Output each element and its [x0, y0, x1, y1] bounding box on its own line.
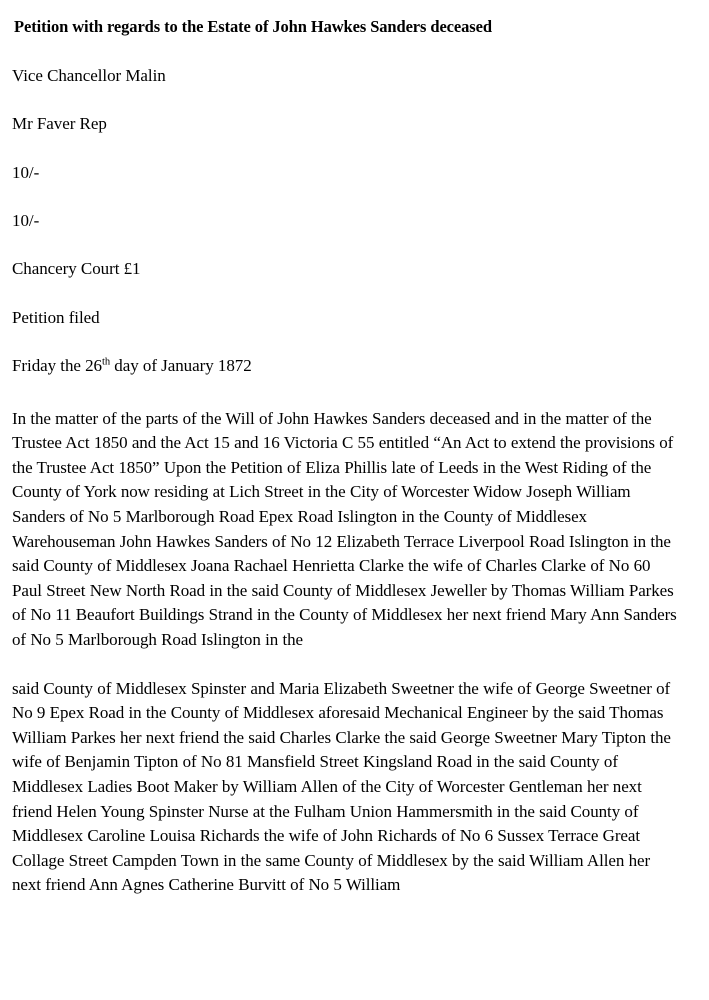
date-prefix: Friday the 26 [12, 356, 103, 376]
page-title: Petition with regards to the Estate of John Hawkes Sanders deceased [14, 17, 492, 36]
date-suffix: day of January 1872 [110, 356, 252, 376]
body-paragraph-1: In the matter of the parts of the Will of John Hawkes Sanders deceased and in the matter of the Trustee Act 1850 and the Act 15 and 16 Victoria C 55 entitled “An Act to extend the provisions of the Trustee Act 1850” Upon the Petition of Eliza Phillis late of Leeds in the West Riding of the County of York now residing at Lich Street in the City of Worcester Widow Joseph William Sanders of No 5 Marlborough Road Epex Road Islington in the County of Middlesex Warehouseman John Hawkes Sanders of No 12 Elizabeth Terrace Liverpool Road Islington in the said County of Middlesex Joana Rachael Henrietta Clarke the wife of Charles Clarke of No 60 Paul Street New North Road in the said County of Middlesex Jeweller by Thomas William Parkes of No 11 Beaufort Buildings Strand in the County of Middlesex her next friend Mary Ann Sanders of No 5 Marlborough Road Islington in the [12, 408, 677, 649]
meta-line-fee-first: 10/- [12, 162, 40, 182]
meta-line-date [12, 328, 679, 376]
meta-line-vice-chancellor: Vice Chancellor Malin [12, 65, 166, 85]
body-paragraph-2: said County of Middlesex Spinster and Maria Elizabeth Sweetner the wife of George Sweetner of No 9 Epex Road in the County of Middlesex aforesaid Mechanical Engineer by the said Thomas William Parkes her next friend the said Charles Clarke the said George Sweetner Mary Tipton the wife of Benjamin Tipton of No 81 Mansfield Street Kingsland Road in the said County of Middlesex Ladies Boot Maker by William Allen of the City of Worcester Gentleman her next friend Helen Young Spinster Nurse at the Fulham Union Hammersmith in the said County of Middlesex Caroline Louisa Richards the wife of John Richards of No 6 Sussex Terrace Great Collage Street Campden Town in the same County of Middlesex by the said William Allen her next friend Ann Agnes Catherine Burvitt of No 5 William [12, 678, 671, 895]
meta-line-fee-second: 10/- [12, 211, 40, 230]
date-ordinal-suffix: th [102, 356, 111, 368]
meta-line-petition-filed: Petition filed [12, 307, 100, 327]
meta-line-representative: Mr Faver Rep [12, 114, 107, 134]
meta-line-chancery-court-fee: Chancery Court £1 [12, 259, 141, 279]
